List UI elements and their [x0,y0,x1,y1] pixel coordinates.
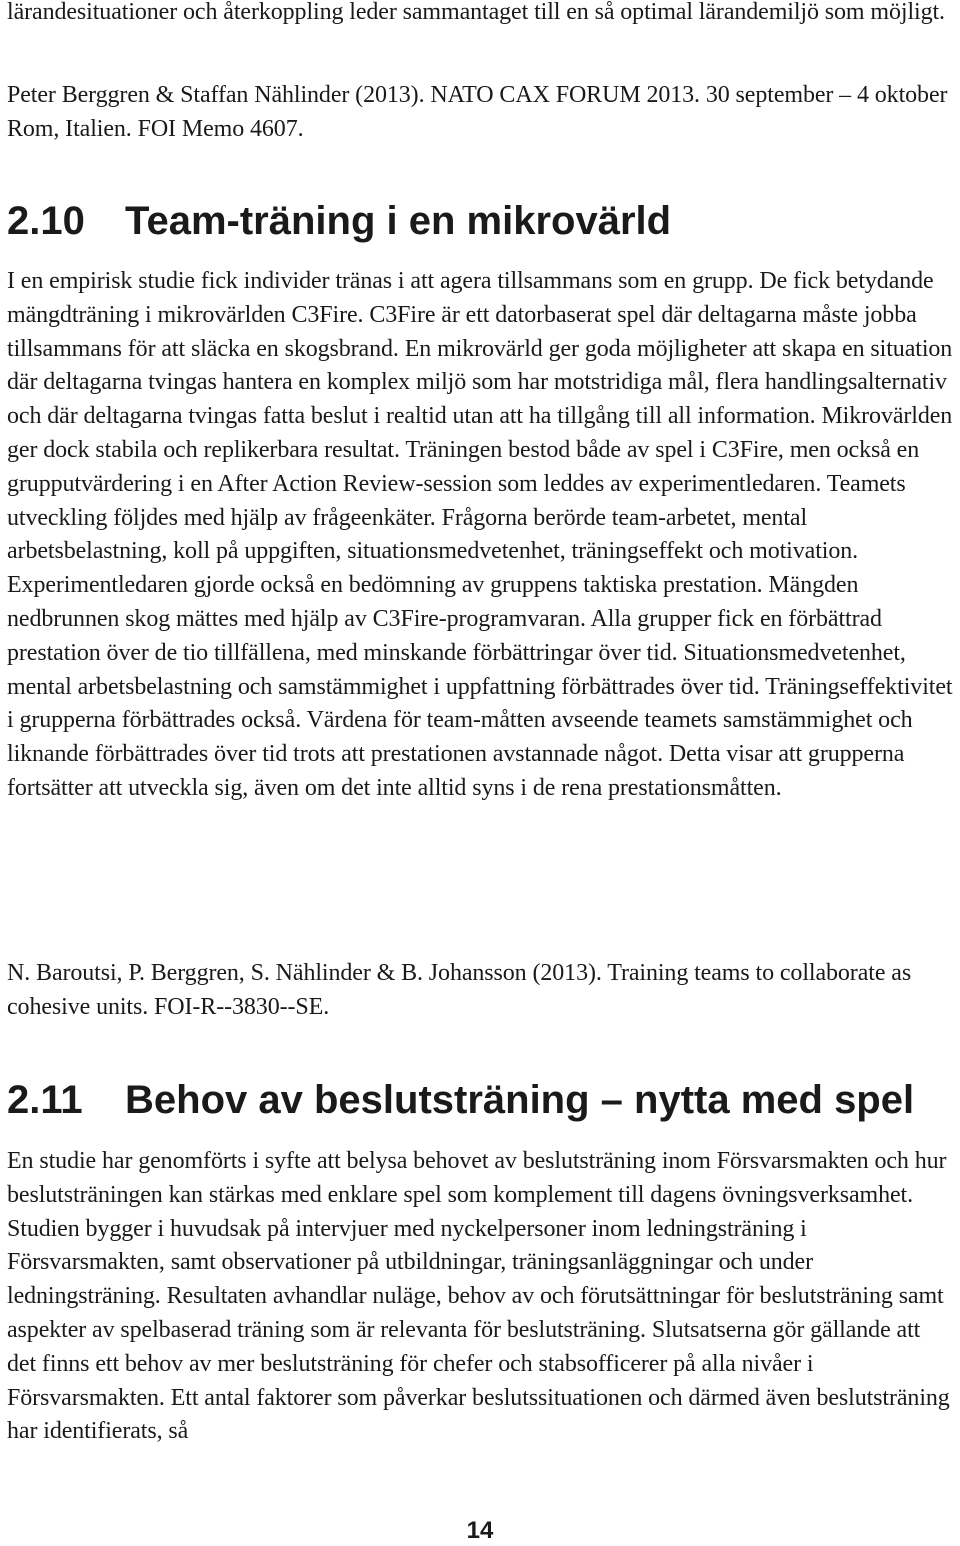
section-title: Behov av beslutsträning – nytta med spel [125,1078,915,1122]
section-number: 2.11 [7,1078,83,1122]
decision-training-paragraph: En studie har genomförts i syfte att belysa behovet av beslutsträning inom Försvarsmakten och hur beslutsträningen kan stärkas med enklare spel som komplement till dagens övningsverksamhet. Studien bygger i huvudsak på intervjuer med nyckelpersoner inom ledningsträning i Försvarsmakten, samt observationer på utbildningar, träningsanläggningar och under ledningsträning. Resultaten avhandlar nuläge, behov av och förutsättningar för beslutsträning samt aspekter av spelbaserad träning som är relevanta för beslutsträning. Slutsatserna gör gällande att det finns ett behov av mer beslutsträning för chefer och stabsofficerer på alla nivåer i Försvarsmakten. Ett antal faktorer som påverkar beslutssituationen och därmed även beslutsträning har identifierats, så [7,1148,950,1445]
section-heading-2-11 [7,1072,953,1128]
intro-paragraph: lärandesituationer och återkoppling leder sammantaget till en så optimal lärandemiljö som möjligt. [7,0,945,25]
reference-baroutsi: N. Baroutsi, P. Berggren, S. Nählinder & B. Johansson (2013). Training teams to collaborate as cohesive units. FOI-R--3830--SE. [7,960,912,1020]
page-number: 14 [466,1517,494,1544]
reference-berggren-nahlinder: Peter Berggren & Staffan Nählinder (2013). NATO CAX FORUM 2013. 30 september – 4 oktober Rom, Italien. FOI Memo 4607. [7,82,948,142]
section-number: 2.10 [7,199,85,243]
team-training-paragraph: I en empirisk studie fick individer tränas i att agera tillsammans som en grupp. De fick betydande mängdträning i mikrovärlden C3Fire. C3Fire är ett datorbaserat spel där deltagarna måste jobba tillsammans för att släcka en skogsbrand. En mikrovärld ger goda möjligheter att skapa en situation där deltagarna tvingas hantera en komplex miljö som har motstridiga mål, flera handlingsalternativ och där deltagarna tvingas fatta beslut i realtid utan att ha tillgång till all information. Mikrovärlden ger dock stabila och replikerbara resultat. Träningen bestod både av spel i C3Fire, men också en grupputvärdering i en After Action Review-session som leddes av experimentledaren. Teamets utveckling följdes med hjälp av frågeenkäter. Frågorna berörde team-arbetet, mental arbetsbelastning, koll på uppgiften, situationsmedvetenhet, träningseffekt och motivation. Experimentledaren gjorde också en bedömning av gruppens taktiska prestation. Mängden nedbrunnen skog mättes med hjälp av C3Fire-programvaran. Alla grupper fick en förbättrad prestation över de tio tillfällena, med minskande förbättringar över tid. Situationsmedvetenhet, mental arbetsbelastning och samstämmighet i uppfattning förbättrades över tid. Träningseffektivitet i grupperna förbättrades också. Värdena för team-måtten avseende teamets samstämmighet och liknande förbättrades över tid trots att prestationen avstannade något. Detta visar att grupperna fortsätter att utveckla sig, även om det inte alltid syns i de rena prestationsmåtten. [7,268,953,801]
section-heading-2-10 [7,193,953,249]
section-title: Team-träning i en mikrovärld [125,199,672,243]
